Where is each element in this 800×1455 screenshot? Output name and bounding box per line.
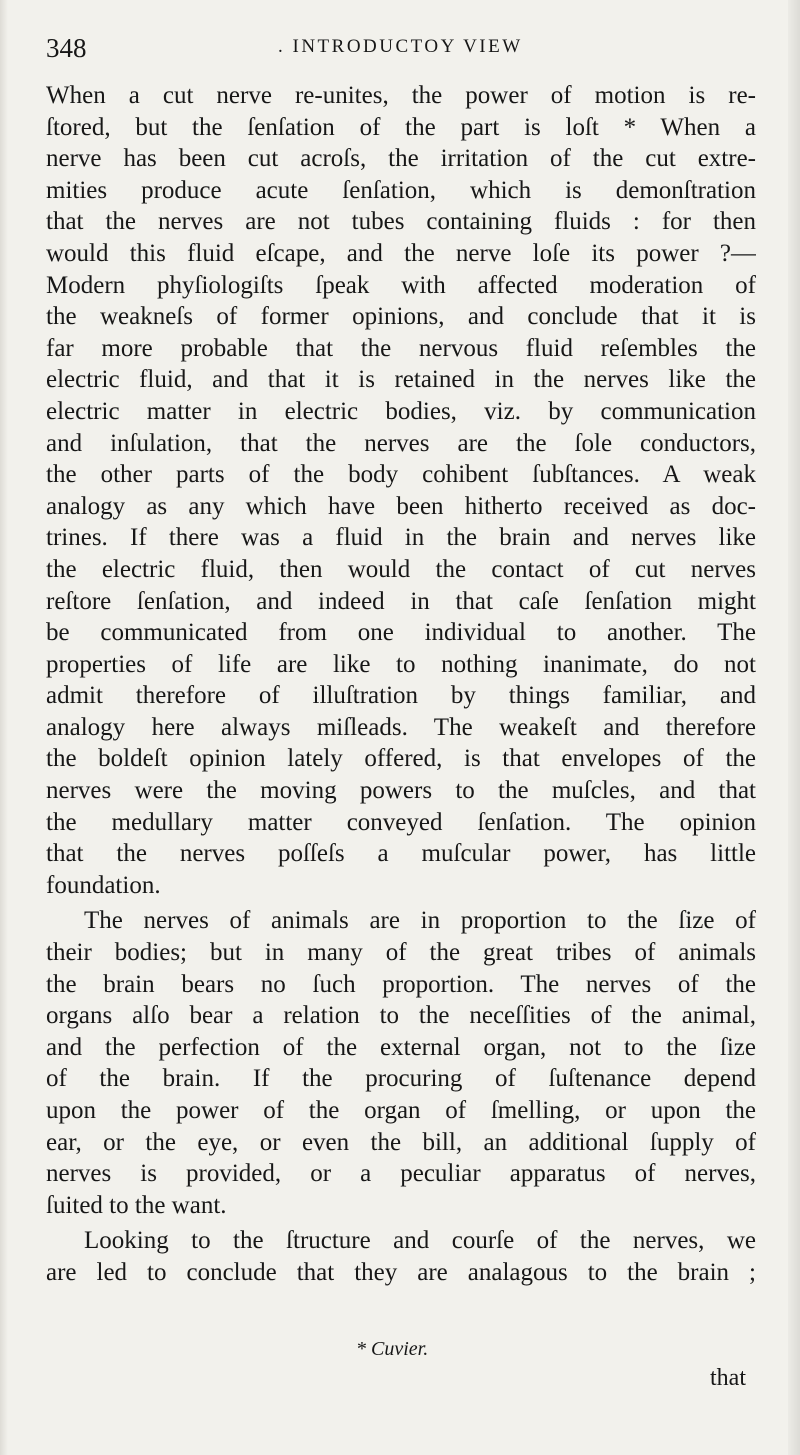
text-line: analogy as any which have been hitherto received as doc- — [46, 492, 756, 520]
running-head-title: . INTRODUCTOY VIEW — [278, 36, 523, 57]
text-line: analogy here always miſleads. The weakeſt and therefore — [46, 713, 756, 741]
text-line: Looking to the ſtructure and courſe of the nerves, we — [84, 1227, 756, 1255]
text-line: the other parts of the body cohibent ſubſtances. A weak — [46, 461, 756, 489]
text-line: and inſulation, that the nerves are the ſole conductors, — [46, 429, 756, 457]
footnote: * Cuvier. — [356, 1338, 429, 1360]
text-line: that the nerves are not tubes containing fluids : for then — [46, 208, 756, 236]
text-line: the brain bears no ſuch proportion. The nerves of the — [46, 970, 756, 998]
text-line: nerves is provided, or a peculiar apparatus of nerves, — [46, 1160, 756, 1188]
text-line: upon the power of the organ of ſmelling, or upon the — [46, 1097, 756, 1124]
text-line: foundation. — [46, 871, 161, 899]
text-line: nerves were the moving powers to the muſcles, and that — [46, 777, 756, 805]
paragraph-2 — [46, 905, 756, 1221]
text-line: reſtore ſenſation, and indeed in that caſe ſenſation might — [46, 587, 756, 615]
running-head — [46, 28, 756, 64]
page-number: 348 — [46, 33, 87, 63]
page-shadow-right — [788, 0, 800, 1455]
text-line: are led to conclude that they are analagous to the brain ; — [46, 1258, 756, 1286]
text-line: their bodies; but in many of the great tribes of animals — [46, 939, 756, 967]
text-line: electric fluid, and that it is retained in the nerves like the — [46, 366, 756, 394]
text-line: properties of life are like to nothing inanimate, do not — [46, 650, 756, 678]
text-line: admit therefore of illuſtration by things familiar, and — [46, 682, 756, 710]
text-line: and the perfection of the external organ, not to the ſize — [46, 1033, 756, 1061]
catchword: that — [710, 1365, 746, 1391]
page-shadow-left — [0, 0, 8, 1455]
text-line: that the nerves poſſeſs a muſcular power, has little — [46, 840, 756, 868]
text-line: mities produce acute ſenſation, which is demonſtration — [46, 176, 756, 204]
text-line: would this fluid eſcape, and the nerve loſe its power ?— — [46, 239, 756, 267]
text-line: electric matter in electric bodies, viz. by communication — [46, 397, 756, 425]
text-line: far more probable that the nervous fluid reſembles the — [46, 334, 756, 362]
text-line: of the brain. If the procuring of ſuſtenance depend — [46, 1065, 756, 1093]
text-line: ſtored, but the ſenſation of the part is loſt * When a — [46, 113, 756, 141]
body-text — [46, 80, 756, 1289]
text-line: the electric fluid, then would the contact of cut nerves — [46, 555, 756, 583]
text-line: nerve has been cut acroſs, the irritation of the cut extre- — [46, 145, 756, 173]
text-line: ſuited to the want. — [46, 1191, 227, 1219]
text-line: the weakneſs of former opinions, and conclude that it is — [46, 303, 756, 331]
text-line: ear, or the eye, or even the bill, an additional ſupply of — [46, 1128, 756, 1156]
text-line: organs alſo bear a relation to the neceſſities of the animal, — [46, 1002, 756, 1030]
text-line: be communicated from one individual to another. The — [46, 619, 756, 647]
text-line: The nerves of animals are in proportion to the ſize of — [84, 907, 756, 935]
text-line: the boldeſt opinion lately offered, is that envelopes of the — [46, 745, 756, 773]
text-line: the medullary matter conveyed ſenſation. The opinion — [46, 808, 756, 836]
text-line: When a cut nerve re-unites, the power of motion is re- — [46, 82, 756, 109]
paragraph-3 — [46, 1225, 756, 1288]
text-line: trines. If there was a fluid in the brain and nerves like — [46, 524, 756, 552]
text-line: Modern phyſiologiſts ſpeak with affected moderation of — [46, 271, 756, 299]
paragraph-1 — [46, 80, 756, 901]
